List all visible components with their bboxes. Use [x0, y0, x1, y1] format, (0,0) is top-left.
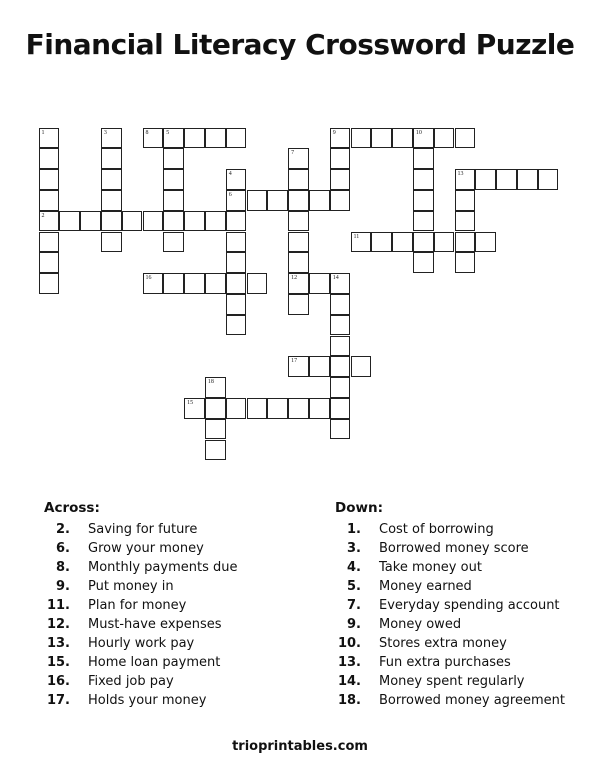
across-clue	[44, 539, 204, 558]
grid-cell[interactable]	[39, 169, 60, 190]
clue-text: Put money in	[88, 579, 174, 594]
grid-cell[interactable]	[39, 148, 60, 169]
grid-cell[interactable]	[226, 315, 247, 336]
grid-cell[interactable]	[226, 294, 247, 315]
cell-number: 16	[145, 275, 152, 282]
cell-number: 3	[103, 129, 107, 136]
clue-number: 3.	[347, 541, 361, 556]
grid-cell[interactable]	[39, 273, 60, 294]
clue-text: Money spent regularly	[379, 674, 525, 689]
grid-cell[interactable]	[226, 169, 247, 190]
grid-cell[interactable]	[455, 190, 476, 211]
clue-text: Saving for future	[88, 522, 198, 537]
grid-cell[interactable]	[184, 273, 205, 294]
grid-cell[interactable]	[80, 211, 101, 232]
grid-cell[interactable]	[330, 356, 351, 377]
down-clue	[335, 615, 462, 634]
grid-cell[interactable]	[351, 356, 372, 377]
clue-number: 4.	[347, 560, 361, 575]
grid-cell[interactable]	[330, 315, 351, 336]
clue-number: 9.	[347, 617, 361, 632]
clue-text: Borrowed money score	[379, 541, 529, 556]
grid-cell[interactable]	[371, 128, 392, 149]
grid-cell[interactable]	[226, 211, 247, 232]
grid-cell[interactable]	[247, 190, 268, 211]
grid-cell[interactable]	[413, 252, 434, 273]
clue-text: Everyday spending account	[379, 598, 560, 613]
grid-cell[interactable]	[226, 398, 247, 419]
grid-cell[interactable]	[455, 169, 476, 190]
across-clue	[44, 558, 238, 577]
down-clue	[335, 596, 560, 615]
grid-cell[interactable]	[330, 148, 351, 169]
grid-cell[interactable]	[163, 148, 184, 169]
grid-cell[interactable]	[288, 356, 309, 377]
cell-number: 12	[291, 275, 298, 282]
grid-cell[interactable]	[205, 377, 226, 398]
down-clue	[335, 653, 511, 672]
grid-cell[interactable]	[39, 232, 60, 253]
grid-cell[interactable]	[101, 128, 122, 149]
grid-cell[interactable]	[247, 273, 268, 294]
grid-cell[interactable]	[205, 440, 226, 461]
across-clue	[44, 520, 198, 539]
across-clue	[44, 615, 222, 634]
clue-text: Money earned	[379, 579, 472, 594]
across-clue	[44, 577, 174, 596]
grid-cell[interactable]	[413, 169, 434, 190]
grid-cell[interactable]	[496, 169, 517, 190]
grid-cell[interactable]	[205, 419, 226, 440]
grid-cell[interactable]	[288, 294, 309, 315]
clue-number: 17.	[46, 693, 70, 708]
clue-text: Holds your money	[88, 693, 207, 708]
grid-cell[interactable]	[288, 273, 309, 294]
grid-cell[interactable]	[226, 190, 247, 211]
clue-number: 16.	[46, 674, 70, 689]
cell-number: 17	[291, 358, 298, 365]
grid-cell[interactable]	[392, 128, 413, 149]
grid-cell[interactable]	[163, 190, 184, 211]
grid-cell[interactable]	[226, 232, 247, 253]
across-clues	[44, 500, 238, 710]
footer-site: trioprintables.com	[232, 739, 368, 754]
grid-cell[interactable]	[475, 169, 496, 190]
grid-cell[interactable]	[309, 273, 330, 294]
clue-text: Borrowed money agreement	[379, 693, 565, 708]
clue-number: 15.	[46, 655, 70, 670]
clue-text: Cost of borrowing	[379, 522, 494, 537]
grid-cell[interactable]	[122, 211, 143, 232]
grid-cell[interactable]	[330, 169, 351, 190]
across-clue	[44, 634, 195, 653]
grid-cell[interactable]	[267, 190, 288, 211]
clue-text: Take money out	[379, 560, 482, 575]
down-clues	[335, 500, 565, 710]
grid-cell[interactable]	[288, 232, 309, 253]
across-clue	[44, 691, 207, 710]
grid-cell[interactable]	[226, 128, 247, 149]
grid-cell[interactable]	[413, 128, 434, 149]
clue-number: 7.	[347, 598, 361, 613]
clue-number: 9.	[56, 579, 70, 594]
cell-number: 2	[41, 212, 45, 219]
grid-cell[interactable]	[392, 232, 413, 253]
clue-text: Fun extra purchases	[379, 655, 511, 670]
grid-cell[interactable]	[205, 273, 226, 294]
grid-cell[interactable]	[101, 190, 122, 211]
grid-cell[interactable]	[39, 190, 60, 211]
grid-cell[interactable]	[288, 252, 309, 273]
grid-cell[interactable]	[226, 252, 247, 273]
grid-cell[interactable]	[101, 169, 122, 190]
across-clue	[44, 596, 187, 615]
grid-cell[interactable]	[330, 190, 351, 211]
grid-cell[interactable]	[205, 398, 226, 419]
down-clue	[335, 539, 529, 558]
grid-cell[interactable]	[538, 169, 559, 190]
cell-number: 7	[291, 150, 295, 157]
grid-cell[interactable]	[205, 211, 226, 232]
grid-cell[interactable]	[288, 190, 309, 211]
cell-number: 8	[145, 129, 149, 136]
grid-cell[interactable]	[455, 252, 476, 273]
clue-number: 2.	[56, 522, 70, 537]
clue-text: Must-have expenses	[88, 617, 222, 632]
clue-text: Grow your money	[88, 541, 204, 556]
clue-number: 14.	[337, 674, 361, 689]
down-clue	[335, 577, 472, 596]
grid-cell[interactable]	[184, 128, 205, 149]
grid-cell[interactable]	[351, 232, 372, 253]
grid-cell[interactable]	[413, 148, 434, 169]
grid-cell[interactable]	[371, 232, 392, 253]
grid-cell[interactable]	[288, 398, 309, 419]
cell-number: 9	[332, 129, 336, 136]
grid-cell[interactable]	[101, 211, 122, 232]
grid-cell[interactable]	[247, 398, 268, 419]
clue-number: 10.	[337, 636, 361, 651]
grid-cell[interactable]	[39, 128, 60, 149]
grid-cell[interactable]	[39, 211, 60, 232]
grid-cell[interactable]	[351, 128, 372, 149]
clue-number: 18.	[337, 693, 361, 708]
grid-cell[interactable]	[455, 232, 476, 253]
down-clue	[335, 691, 565, 710]
grid-cell[interactable]	[309, 356, 330, 377]
grid-cell[interactable]	[163, 169, 184, 190]
grid-cell[interactable]	[59, 211, 80, 232]
grid-cell[interactable]	[330, 294, 351, 315]
down-clue	[335, 558, 482, 577]
clue-text: Money owed	[379, 617, 462, 632]
cell-number: 5	[166, 129, 170, 136]
grid-cell[interactable]	[205, 128, 226, 149]
grid-cell[interactable]	[330, 398, 351, 419]
grid-cell[interactable]	[267, 398, 288, 419]
cell-number: 4	[228, 171, 232, 178]
grid-cell[interactable]	[413, 232, 434, 253]
clue-text: Monthly payments due	[88, 560, 238, 575]
clue-number: 8.	[56, 560, 70, 575]
clue-number: 12.	[46, 617, 70, 632]
grid-cell[interactable]	[143, 128, 164, 149]
clue-number: 11.	[46, 598, 70, 613]
cell-number: 1	[41, 129, 45, 136]
cell-number: 11	[353, 233, 360, 240]
grid-cell[interactable]	[143, 211, 164, 232]
grid-cell[interactable]	[288, 148, 309, 169]
grid-cell[interactable]	[309, 398, 330, 419]
page-title: Financial Literacy Crossword Puzzle	[25, 28, 575, 61]
clue-number: 5.	[347, 579, 361, 594]
across-heading: Across:	[44, 500, 100, 516]
grid-cell[interactable]	[455, 211, 476, 232]
clue-number: 6.	[56, 541, 70, 556]
across-clue	[44, 672, 174, 691]
grid-cell[interactable]	[184, 398, 205, 419]
grid-cell[interactable]	[163, 211, 184, 232]
grid-cell[interactable]	[330, 419, 351, 440]
grid-cell[interactable]	[434, 232, 455, 253]
grid-cell[interactable]	[163, 128, 184, 149]
grid-cell[interactable]	[163, 232, 184, 253]
across-clue	[44, 653, 221, 672]
clue-text: Home loan payment	[88, 655, 221, 670]
clue-text: Hourly work pay	[88, 636, 195, 651]
grid-cell[interactable]	[434, 128, 455, 149]
grid-cell[interactable]	[413, 211, 434, 232]
grid-cell[interactable]	[101, 232, 122, 253]
down-clue	[335, 672, 525, 691]
cell-number: 18	[207, 379, 214, 386]
down-heading: Down:	[335, 500, 383, 516]
clue-number: 1.	[347, 522, 361, 537]
grid-cell[interactable]	[184, 211, 205, 232]
grid-cell[interactable]	[309, 190, 330, 211]
clue-text: Plan for money	[88, 598, 187, 613]
grid-cell[interactable]	[413, 190, 434, 211]
clue-text: Fixed job pay	[88, 674, 174, 689]
grid-cell[interactable]	[226, 273, 247, 294]
clue-number: 13.	[337, 655, 361, 670]
grid-cell[interactable]	[455, 128, 476, 149]
grid-cell[interactable]	[288, 169, 309, 190]
cell-number: 14	[332, 275, 339, 282]
clue-text: Stores extra money	[379, 636, 507, 651]
grid-cell[interactable]	[517, 169, 538, 190]
clue-number: 13.	[46, 636, 70, 651]
grid-cell[interactable]	[143, 273, 164, 294]
grid-cell[interactable]	[330, 336, 351, 357]
grid-cell[interactable]	[39, 252, 60, 273]
grid-cell[interactable]	[101, 148, 122, 169]
grid-cell[interactable]	[330, 273, 351, 294]
grid-cell[interactable]	[163, 273, 184, 294]
grid-cell[interactable]	[288, 211, 309, 232]
down-clue	[335, 520, 494, 539]
grid-cell[interactable]	[475, 232, 496, 253]
grid-cell[interactable]	[330, 377, 351, 398]
cell-number: 15	[187, 399, 194, 406]
cell-number: 13	[457, 171, 464, 178]
grid-cell[interactable]	[330, 128, 351, 149]
cell-number: 10	[415, 129, 422, 136]
cell-number: 6	[228, 191, 232, 198]
down-clue	[335, 634, 507, 653]
